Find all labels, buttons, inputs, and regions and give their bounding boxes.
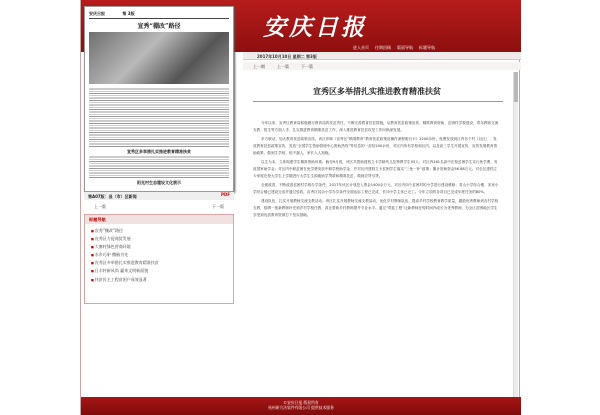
title-list-item[interactable]: ■ 水乡巧驴 撒脑为先 <box>91 251 233 259</box>
newspaper-logo: 安庆日报 <box>263 14 367 41</box>
title-divider <box>253 101 503 102</box>
page-footer <box>81 397 521 415</box>
previous-page-link[interactable]: 上一版 <box>94 204 106 209</box>
title-list-item[interactable]: ■ 日丰村新风尚 赢来文明新面貌 <box>91 267 233 275</box>
page-selector[interactable] <box>84 192 234 200</box>
thumbnail-subheadline[interactable]: 宣秀区多举措扎实推进教育精准扶贫 <box>127 149 191 154</box>
nav-archive-link[interactable]: 往期回顾 <box>375 45 391 50</box>
article-paragraphs <box>253 120 499 221</box>
title-list <box>85 224 233 284</box>
thumbnail-mast-mid: 第 3版 <box>122 11 135 16</box>
previous-issue-link[interactable]: 上一期 <box>253 64 265 69</box>
copyright-text: ©安庆日报 版权所有 <box>283 400 319 405</box>
thumbnail-headline[interactable]: 宣秀“棚改”路径 <box>137 23 181 30</box>
thumbnail-mast <box>89 11 229 19</box>
article-title: 宣秀区多举措扎实推进教育精准扶贫 <box>313 87 441 96</box>
article-scrollbar[interactable] <box>513 72 518 398</box>
title-navigation-panel <box>84 214 234 304</box>
thumbnail-photo[interactable] <box>89 32 229 84</box>
title-navigation-header: 标题导航 <box>85 215 233 224</box>
thumbnail-text-columns[interactable] <box>89 87 229 147</box>
newspaper-page <box>80 0 520 415</box>
nav-layout-link[interactable]: 版面导航 <box>397 45 413 50</box>
title-list-item[interactable]: ■ 扶贫民主工程贫困户成效显著 <box>91 276 233 284</box>
article-paragraph: 多方联动，加大教育扶贫政策宣传。该区印制《宣秀区“精准教育”教育扶贫政策及操作流程明白卡》2200余份，免费发放到区内各个村（社区），发放教育扶贫政策宣传，发放“全国学生资助管理中心资助热线”等信息的一封信200余份，对区内所有学校和区内，以及高三学生开展宣传，宣传发展教育资助政策，做到生学校、校不漏人，家长人人知晓。 <box>253 137 498 155</box>
page-selector-label[interactable]: 第A07版：县（市）区新闻 <box>88 194 137 199</box>
title-list-item[interactable]: ■ 宣秀“棚改”路径 <box>91 227 233 235</box>
issue-date: 2017年10月10日 星期二 第3版 <box>243 52 521 60</box>
scrollbar-thumb[interactable] <box>514 72 518 102</box>
top-nav <box>353 45 435 51</box>
next-article-link[interactable]: 下一篇 <box>301 64 313 69</box>
article-paragraph: 建设队伍，扎实开展教师交流支教活动。该区扎实开展教师交流支教活动，优化乡村教师队伍，提高乡村学校教育教学质量，激励优秀教师到农村学校支教，招聘一批新教师补充到乡村学校任教，真正帮助乡村教师提升专业水平。通过“青蓝工程”让新教师在短时间内成长为优秀教师，为全区贫困地区学生享受到优质教育资源打下坚实基础。 <box>253 199 499 217</box>
article-paragraph: 今年以来，宣秀区教育局积极履行教育局的扶贫责任，不断完善教育扶贫措施，从教育扶贫政策宣传、精准教育资助、贫困村学校建设、青年教师交流支教、招生等方面入手，扎实推进教育精准扶贫工作，深入推进教育扶贫攻坚工作向纵深发展。 <box>253 121 499 132</box>
nav-home-link[interactable]: 进入首页 <box>353 45 369 50</box>
title-list-item[interactable]: ■ 大寨村绿色营商环境 <box>91 243 233 251</box>
thumbnail-subheadline-2[interactable]: 阳光村生态建设文化展示 <box>137 180 181 185</box>
page-prev-next <box>84 204 234 210</box>
page-thumbnail[interactable] <box>84 6 234 192</box>
pdf-download-link[interactable]: PDF <box>221 192 230 197</box>
title-list-item[interactable]: ■ 宣秀区多举措扎实推进教育精准扶贫 <box>91 259 233 267</box>
thumbnail-mast-left: 安庆日报 <box>89 11 105 16</box>
nav-titles-link[interactable]: 标题导航 <box>419 45 435 50</box>
tech-support-text: 杭州新方法软件有限公司 提供技术服务 <box>268 405 334 410</box>
article-body <box>243 72 511 402</box>
title-list-item[interactable]: ■ 宣秀区力促商贸发展 <box>91 235 233 243</box>
article-toolbar <box>243 62 521 70</box>
thumbnail-text-columns-2[interactable] <box>89 155 229 179</box>
next-page-link[interactable]: 下一版 <box>212 204 224 209</box>
previous-article-link[interactable]: 上一篇 <box>277 64 289 69</box>
article-paragraph: 全面改善，不断改善贫困村学校办学条件。2017年该区计划投入资金1400余万元，对区内四个贫困村的小学进行建设维修；青山小学综合楼、宋家小学综合楼已建设完成并通过验收，宣秀区其余小学办学条件全面达标工程已完成，长冲小学主体已完工。今年立项的各项目已完成年度任务的80%。 <box>253 183 499 194</box>
article-paragraph: 以生为本，立体构建学生精准资助体系。截至9月底，该区共资助建档立卡学龄幼儿及特教学生93人；对区内161名高中在校贫困学生实行免学费，发放国家助学金；对区内中职贫困在免学费发放中职学校助学金，并对区内建档立卡贫困学生落实“三免一补”政策；累计资助资金56.88万元。对全区建档立卡家庭在校大学生上学期进行大学生生源地助学贷款和精准扶贫，做到应贷尽贷。 <box>253 160 498 178</box>
